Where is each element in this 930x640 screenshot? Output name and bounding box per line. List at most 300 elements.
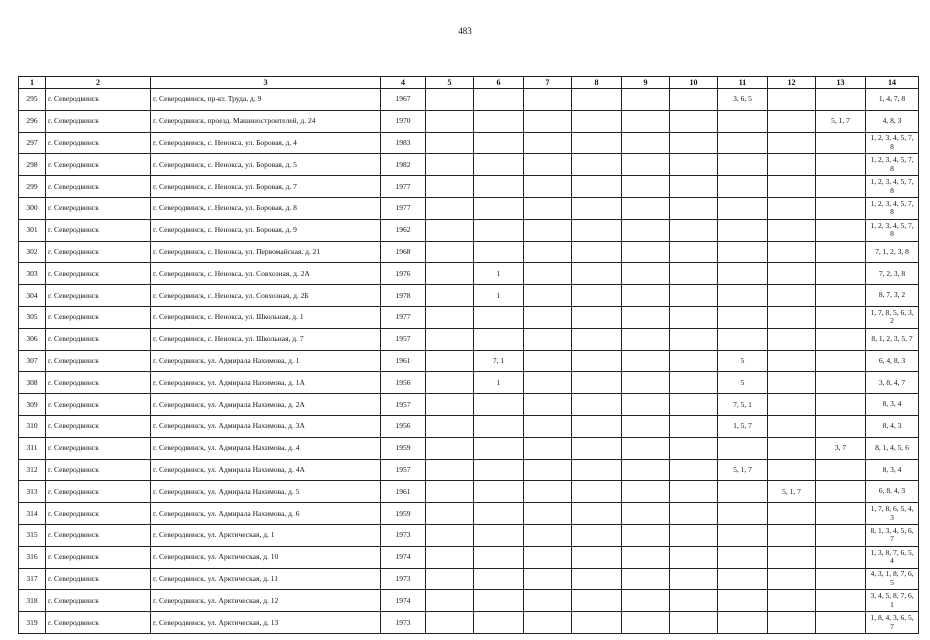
table-cell xyxy=(426,110,474,132)
table-cell: 1974 xyxy=(381,590,426,612)
table-cell xyxy=(474,612,524,634)
table-cell xyxy=(718,176,768,198)
column-header: 3 xyxy=(151,77,381,89)
table-cell xyxy=(670,176,718,198)
table-cell xyxy=(572,568,622,590)
table-cell: 304 xyxy=(19,285,46,307)
table-cell: 1974 xyxy=(381,546,426,568)
table-cell xyxy=(426,394,474,416)
table-row xyxy=(19,241,919,263)
table-cell xyxy=(622,524,670,546)
table-row xyxy=(19,394,919,416)
table-cell xyxy=(474,306,524,328)
table-cell xyxy=(718,481,768,503)
table-cell: г. Северодвинск xyxy=(46,590,151,612)
table-cell xyxy=(768,219,816,241)
table-cell xyxy=(474,154,524,176)
table-cell: 1, 2, 3, 4, 5, 7, 8 xyxy=(866,176,919,198)
table-cell xyxy=(670,503,718,525)
table-cell: 1 xyxy=(474,263,524,285)
table-cell xyxy=(670,437,718,459)
table-cell: г. Северодвинск, ул. Арктическая, д. 11 xyxy=(151,568,381,590)
table-cell xyxy=(524,328,572,350)
table-cell xyxy=(524,590,572,612)
table-cell xyxy=(816,132,866,154)
table-cell: 1962 xyxy=(381,219,426,241)
table-row xyxy=(19,263,919,285)
table-cell xyxy=(670,524,718,546)
table-cell: г. Северодвинск xyxy=(46,263,151,285)
table-cell: 6, 8, 4, 3 xyxy=(866,481,919,503)
table-cell xyxy=(426,546,474,568)
table-cell xyxy=(572,285,622,307)
table-cell: г. Северодвинск xyxy=(46,110,151,132)
table-cell xyxy=(816,350,866,372)
table-row xyxy=(19,154,919,176)
table-cell xyxy=(768,176,816,198)
table-cell xyxy=(718,285,768,307)
table-cell xyxy=(718,524,768,546)
table-cell: г. Северодвинск, с. Ненокса, ул. Первомайская, д. 21 xyxy=(151,241,381,263)
table-cell: г. Северодвинск xyxy=(46,524,151,546)
table-cell xyxy=(768,328,816,350)
table-cell xyxy=(524,372,572,394)
table-cell xyxy=(524,481,572,503)
table-cell: 8, 3, 4 xyxy=(866,459,919,481)
table-header-row xyxy=(19,77,919,89)
table-cell xyxy=(622,612,670,634)
table-cell xyxy=(718,568,768,590)
table-cell xyxy=(816,394,866,416)
table-cell xyxy=(622,285,670,307)
table-cell: 310 xyxy=(19,415,46,437)
table-cell: 1970 xyxy=(381,110,426,132)
table-cell xyxy=(718,437,768,459)
table-cell: 5 xyxy=(718,372,768,394)
table-cell xyxy=(524,546,572,568)
table-cell: 1, 4, 7, 8 xyxy=(866,89,919,111)
table-cell xyxy=(816,546,866,568)
table-cell xyxy=(572,241,622,263)
table-cell xyxy=(670,263,718,285)
table-cell xyxy=(474,328,524,350)
table-cell xyxy=(622,394,670,416)
table-cell xyxy=(474,415,524,437)
table-cell: 301 xyxy=(19,219,46,241)
table-cell xyxy=(426,568,474,590)
table-cell xyxy=(718,241,768,263)
table-cell: г. Северодвинск, пр-кт. Труда, д. 9 xyxy=(151,89,381,111)
table-cell: 317 xyxy=(19,568,46,590)
table-cell xyxy=(718,154,768,176)
column-header: 5 xyxy=(426,77,474,89)
table-cell: 319 xyxy=(19,612,46,634)
table-cell: г. Северодвинск, с. Ненокса, ул. Школьная, д. 1 xyxy=(151,306,381,328)
table-cell xyxy=(426,176,474,198)
table-cell xyxy=(622,219,670,241)
table-cell xyxy=(474,503,524,525)
table-cell xyxy=(670,328,718,350)
column-header: 6 xyxy=(474,77,524,89)
table-cell xyxy=(474,546,524,568)
table-row xyxy=(19,176,919,198)
table-cell: 300 xyxy=(19,197,46,219)
table-cell xyxy=(670,546,718,568)
table-cell: г. Северодвинск, ул. Адмирала Нахимова, д. 1А xyxy=(151,372,381,394)
table-cell: 1 xyxy=(474,285,524,307)
table-cell: 3, 7 xyxy=(816,437,866,459)
table-cell: 1977 xyxy=(381,306,426,328)
table-cell xyxy=(524,89,572,111)
table-cell xyxy=(718,612,768,634)
table-cell xyxy=(670,132,718,154)
table-cell: 295 xyxy=(19,89,46,111)
table-cell: 1983 xyxy=(381,132,426,154)
table-cell xyxy=(572,89,622,111)
table-cell: г. Северодвинск, с. Ненокса, ул. Школьная, д. 7 xyxy=(151,328,381,350)
table-row xyxy=(19,350,919,372)
table-cell xyxy=(670,285,718,307)
table-cell xyxy=(572,546,622,568)
table-cell xyxy=(474,481,524,503)
table-cell: г. Северодвинск xyxy=(46,132,151,154)
table-cell xyxy=(426,154,474,176)
table-cell xyxy=(816,524,866,546)
table-cell: 8, 1, 4, 5, 6 xyxy=(866,437,919,459)
table-cell xyxy=(670,241,718,263)
table-cell: 1, 2, 3, 4, 5, 7, 8 xyxy=(866,219,919,241)
table-cell xyxy=(622,459,670,481)
table-cell: г. Северодвинск, с. Ненокса, ул. Боровая, д. 5 xyxy=(151,154,381,176)
table-cell: 5, 1, 7 xyxy=(816,110,866,132)
table-cell: г. Северодвинск xyxy=(46,176,151,198)
table-cell xyxy=(768,612,816,634)
table-cell: 1978 xyxy=(381,285,426,307)
table-cell xyxy=(622,503,670,525)
table-cell: 296 xyxy=(19,110,46,132)
table-cell: 1, 2, 3, 4, 5, 7, 8 xyxy=(866,154,919,176)
column-header: 4 xyxy=(381,77,426,89)
table-cell xyxy=(572,590,622,612)
table-cell xyxy=(524,415,572,437)
column-header: 1 xyxy=(19,77,46,89)
table-cell xyxy=(622,176,670,198)
table-cell xyxy=(816,415,866,437)
table-cell xyxy=(768,285,816,307)
table-row xyxy=(19,546,919,568)
table-cell xyxy=(768,132,816,154)
table-cell xyxy=(670,197,718,219)
table-cell: 1, 5, 7 xyxy=(718,415,768,437)
table-cell xyxy=(622,132,670,154)
column-header: 13 xyxy=(816,77,866,89)
table-cell xyxy=(670,89,718,111)
table-cell: г. Северодвинск, ул. Адмирала Нахимова, д. 2А xyxy=(151,394,381,416)
table-cell xyxy=(474,590,524,612)
table-cell: г. Северодвинск, ул. Адмирала Нахимова, д. 6 xyxy=(151,503,381,525)
table-cell xyxy=(474,176,524,198)
table-cell xyxy=(572,459,622,481)
table-cell xyxy=(572,306,622,328)
table-cell: 311 xyxy=(19,437,46,459)
table-cell: 303 xyxy=(19,263,46,285)
table-cell xyxy=(572,154,622,176)
table-cell: 8, 7, 3, 2 xyxy=(866,285,919,307)
table-cell: 313 xyxy=(19,481,46,503)
table-cell xyxy=(768,263,816,285)
table-cell xyxy=(474,524,524,546)
table-cell: 1977 xyxy=(381,197,426,219)
table-cell xyxy=(474,459,524,481)
table-cell xyxy=(670,110,718,132)
table-cell xyxy=(426,219,474,241)
table-cell xyxy=(768,568,816,590)
table-row xyxy=(19,219,919,241)
table-row xyxy=(19,481,919,503)
table-cell: г. Северодвинск, ул. Арктическая, д. 1 xyxy=(151,524,381,546)
table-cell xyxy=(524,197,572,219)
table-cell xyxy=(622,110,670,132)
table-cell xyxy=(426,459,474,481)
table-cell xyxy=(622,568,670,590)
table-row xyxy=(19,285,919,307)
table-row xyxy=(19,132,919,154)
table-cell xyxy=(718,546,768,568)
table-cell xyxy=(572,110,622,132)
table-cell: 1976 xyxy=(381,263,426,285)
table-cell xyxy=(768,89,816,111)
table-cell xyxy=(816,285,866,307)
table-cell: г. Северодвинск xyxy=(46,394,151,416)
table-cell xyxy=(816,154,866,176)
table-cell: 1 xyxy=(474,372,524,394)
table-cell: 305 xyxy=(19,306,46,328)
table-cell: 1956 xyxy=(381,372,426,394)
table-cell: 5, 1, 7 xyxy=(768,481,816,503)
table-cell: 1959 xyxy=(381,503,426,525)
table-cell xyxy=(768,590,816,612)
table-cell xyxy=(572,394,622,416)
table-cell: 1961 xyxy=(381,350,426,372)
table-cell xyxy=(670,372,718,394)
table-cell xyxy=(768,306,816,328)
table-cell xyxy=(670,481,718,503)
table-cell xyxy=(524,568,572,590)
table-cell xyxy=(426,197,474,219)
table-row xyxy=(19,568,919,590)
table-cell: 1, 2, 3, 4, 5, 7, 8 xyxy=(866,132,919,154)
table-cell: 1982 xyxy=(381,154,426,176)
table-cell xyxy=(524,459,572,481)
table-row xyxy=(19,306,919,328)
table-cell: г. Северодвинск xyxy=(46,197,151,219)
table-cell xyxy=(524,437,572,459)
table-cell xyxy=(524,219,572,241)
table-cell: г. Северодвинск, ул. Адмирала Нахимова, д. 4А xyxy=(151,459,381,481)
table-cell: г. Северодвинск, с. Ненокса, ул. Боровая, д. 7 xyxy=(151,176,381,198)
table-cell: г. Северодвинск, с. Ненокса, ул. Боровая, д. 8 xyxy=(151,197,381,219)
table-cell xyxy=(816,241,866,263)
table-cell xyxy=(622,372,670,394)
table-cell: 5 xyxy=(718,350,768,372)
table-cell: 308 xyxy=(19,372,46,394)
table-cell xyxy=(572,437,622,459)
table-cell xyxy=(572,612,622,634)
table-cell xyxy=(670,612,718,634)
table-cell xyxy=(816,481,866,503)
table-cell xyxy=(816,219,866,241)
data-table xyxy=(18,76,919,634)
table-cell xyxy=(524,306,572,328)
table-cell xyxy=(622,350,670,372)
table-cell xyxy=(426,328,474,350)
table-cell: 7, 1, 2, 3, 8 xyxy=(866,241,919,263)
table-cell xyxy=(670,590,718,612)
table-cell: 7, 2, 3, 8 xyxy=(866,263,919,285)
table-cell: 1961 xyxy=(381,481,426,503)
table-cell xyxy=(768,350,816,372)
table-cell xyxy=(572,197,622,219)
table-cell xyxy=(572,263,622,285)
table-row xyxy=(19,612,919,634)
table-cell xyxy=(816,197,866,219)
table-row xyxy=(19,415,919,437)
table-cell xyxy=(768,546,816,568)
table-cell: г. Северодвинск, с. Ненокса, ул. Боровая, д. 9 xyxy=(151,219,381,241)
table-cell: г. Северодвинск xyxy=(46,459,151,481)
table-cell xyxy=(572,503,622,525)
table-cell xyxy=(474,110,524,132)
table-cell: 315 xyxy=(19,524,46,546)
table-cell xyxy=(572,219,622,241)
column-header: 11 xyxy=(718,77,768,89)
table-cell xyxy=(816,503,866,525)
table-cell xyxy=(474,241,524,263)
table-row xyxy=(19,197,919,219)
table-cell: 1959 xyxy=(381,437,426,459)
table-cell: 1967 xyxy=(381,89,426,111)
table-cell: г. Северодвинск, с. Ненокса, ул. Боровая, д. 4 xyxy=(151,132,381,154)
table-cell xyxy=(572,176,622,198)
table-cell xyxy=(768,197,816,219)
table-cell: 314 xyxy=(19,503,46,525)
table-cell xyxy=(474,394,524,416)
table-cell xyxy=(572,415,622,437)
table-cell: г. Северодвинск xyxy=(46,89,151,111)
table-cell xyxy=(768,372,816,394)
table-cell: 306 xyxy=(19,328,46,350)
column-header: 7 xyxy=(524,77,572,89)
table-cell xyxy=(426,612,474,634)
table-cell: 8, 1, 3, 4, 5, 6, 7 xyxy=(866,524,919,546)
table-cell: 3, 4, 5, 8, 7, 6, 1 xyxy=(866,590,919,612)
table-cell: 318 xyxy=(19,590,46,612)
table-cell xyxy=(670,568,718,590)
table-cell xyxy=(622,89,670,111)
table-cell xyxy=(622,481,670,503)
table-cell xyxy=(670,350,718,372)
table-cell xyxy=(474,132,524,154)
table-cell: 307 xyxy=(19,350,46,372)
table-cell: г. Северодвинск, ул. Адмирала Нахимова, д. 5 xyxy=(151,481,381,503)
table-cell xyxy=(524,176,572,198)
table-cell: 1, 2, 3, 4, 5, 7, 8 xyxy=(866,197,919,219)
table-cell xyxy=(622,328,670,350)
table-cell xyxy=(816,89,866,111)
table-cell xyxy=(426,350,474,372)
table-cell xyxy=(572,132,622,154)
table-cell: 5, 1, 7 xyxy=(718,459,768,481)
table-cell: г. Северодвинск xyxy=(46,481,151,503)
table-row xyxy=(19,328,919,350)
table-cell xyxy=(524,350,572,372)
table-cell xyxy=(426,306,474,328)
table-cell: 1973 xyxy=(381,568,426,590)
table-cell: г. Северодвинск, ул. Адмирала Нахимова, д. 3А xyxy=(151,415,381,437)
table-cell: 1, 8, 4, 3, 6, 5, 7 xyxy=(866,612,919,634)
table-row xyxy=(19,372,919,394)
table-cell: г. Северодвинск, ул. Адмирала Нахимова, д. 4 xyxy=(151,437,381,459)
table-cell xyxy=(572,328,622,350)
table-cell xyxy=(816,612,866,634)
table-cell: г. Северодвинск xyxy=(46,350,151,372)
table-cell: 1957 xyxy=(381,394,426,416)
table-cell: г. Северодвинск xyxy=(46,437,151,459)
table-cell xyxy=(572,372,622,394)
table-cell: г. Северодвинск xyxy=(46,328,151,350)
table-cell: 1977 xyxy=(381,176,426,198)
table-cell: г. Северодвинск xyxy=(46,415,151,437)
table-cell xyxy=(622,154,670,176)
table-cell xyxy=(524,110,572,132)
table-cell: 299 xyxy=(19,176,46,198)
table-cell xyxy=(816,372,866,394)
table-cell xyxy=(426,590,474,612)
table-cell xyxy=(622,415,670,437)
table-cell xyxy=(718,219,768,241)
table-cell: г. Северодвинск xyxy=(46,503,151,525)
table-cell xyxy=(768,437,816,459)
table-cell xyxy=(622,590,670,612)
table-cell: г. Северодвинск, с. Ненокса, ул. Совхозная, д. 2А xyxy=(151,263,381,285)
table-cell xyxy=(524,524,572,546)
table-cell: г. Северодвинск xyxy=(46,241,151,263)
table-cell xyxy=(524,503,572,525)
table-cell xyxy=(474,437,524,459)
table-cell xyxy=(426,372,474,394)
table-cell xyxy=(474,568,524,590)
table-cell: г. Северодвинск, проезд. Машиностроителей, д. 24 xyxy=(151,110,381,132)
table-cell xyxy=(718,306,768,328)
table-cell xyxy=(768,394,816,416)
table-cell xyxy=(816,459,866,481)
table-cell xyxy=(670,154,718,176)
table-cell xyxy=(622,241,670,263)
table-cell xyxy=(718,110,768,132)
table-row xyxy=(19,590,919,612)
table-cell xyxy=(622,437,670,459)
column-header: 9 xyxy=(622,77,670,89)
table-cell xyxy=(426,415,474,437)
table-cell: г. Северодвинск xyxy=(46,372,151,394)
table-cell xyxy=(524,394,572,416)
table-cell: г. Северодвинск, с. Ненокса, ул. Совхозная, д. 2Б xyxy=(151,285,381,307)
table-cell xyxy=(718,590,768,612)
column-header: 2 xyxy=(46,77,151,89)
table-cell xyxy=(718,197,768,219)
table-cell xyxy=(768,459,816,481)
table-cell: г. Северодвинск xyxy=(46,285,151,307)
